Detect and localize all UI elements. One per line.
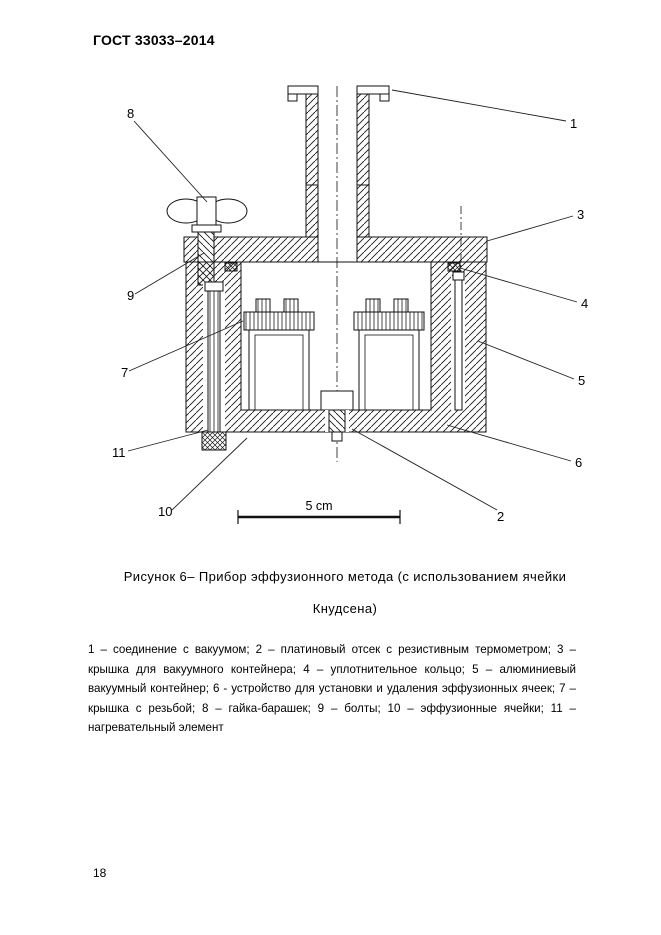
- figure-caption-line-1: Рисунок 6– Прибор эффузионного метода (с использованием ячейки: [123, 569, 567, 584]
- heating-element: [202, 282, 226, 450]
- figure-6: [95, 78, 600, 543]
- callout-3: 3: [577, 207, 585, 222]
- figure-caption: [95, 569, 595, 633]
- callout-6: 6: [575, 455, 583, 470]
- figure-caption-line-2: Кнудсена): [312, 601, 378, 616]
- container-lid: [184, 237, 487, 262]
- leader-1: [392, 90, 566, 121]
- page-number: 18: [93, 866, 107, 880]
- leader-6: [447, 425, 571, 461]
- callout-10: 10: [158, 504, 173, 519]
- callout-2: 2: [497, 509, 505, 524]
- figure-6-drawing: [95, 78, 600, 543]
- leader-11: [128, 430, 208, 451]
- wing-nut: [167, 197, 247, 225]
- callout-1: 1: [570, 116, 578, 131]
- effusion-cell-right: [354, 299, 424, 410]
- scale-label: 5 cm: [305, 499, 333, 513]
- cell-removal-rod: [451, 272, 465, 410]
- callout-9: 9: [127, 288, 135, 303]
- callout-7: 7: [121, 365, 129, 380]
- doc-number: ГОСТ 33033–2014: [93, 32, 215, 48]
- platinum-compartment: [321, 391, 353, 441]
- vacuum-connection-tube: [288, 86, 389, 237]
- callout-5: 5: [578, 373, 586, 388]
- figure-legend: 1 – соединение с вакуумом; 2 – платиновый отсек с резистивным термометром; 3 – крышка для вакуумного контейнера; 4 – уплотнительное кольцо; 5 – алюминиевый вакуумный контейнер; 6 - устройство для установки и удаления эффузионных ячеек; 7 –крышка с резьбой; 8 – гайка-барашек; 9 – болты; 10 – эффузионные ячейки; 11 – нагревательный элемент: [88, 643, 576, 734]
- leader-2: [352, 429, 497, 510]
- callout-8: 8: [127, 106, 135, 121]
- leader-3: [487, 216, 573, 241]
- leader-8: [134, 121, 207, 202]
- leader-5: [478, 341, 574, 379]
- callout-11: 11: [112, 445, 126, 460]
- callout-4: 4: [581, 296, 589, 311]
- effusion-cell-left: [244, 299, 314, 410]
